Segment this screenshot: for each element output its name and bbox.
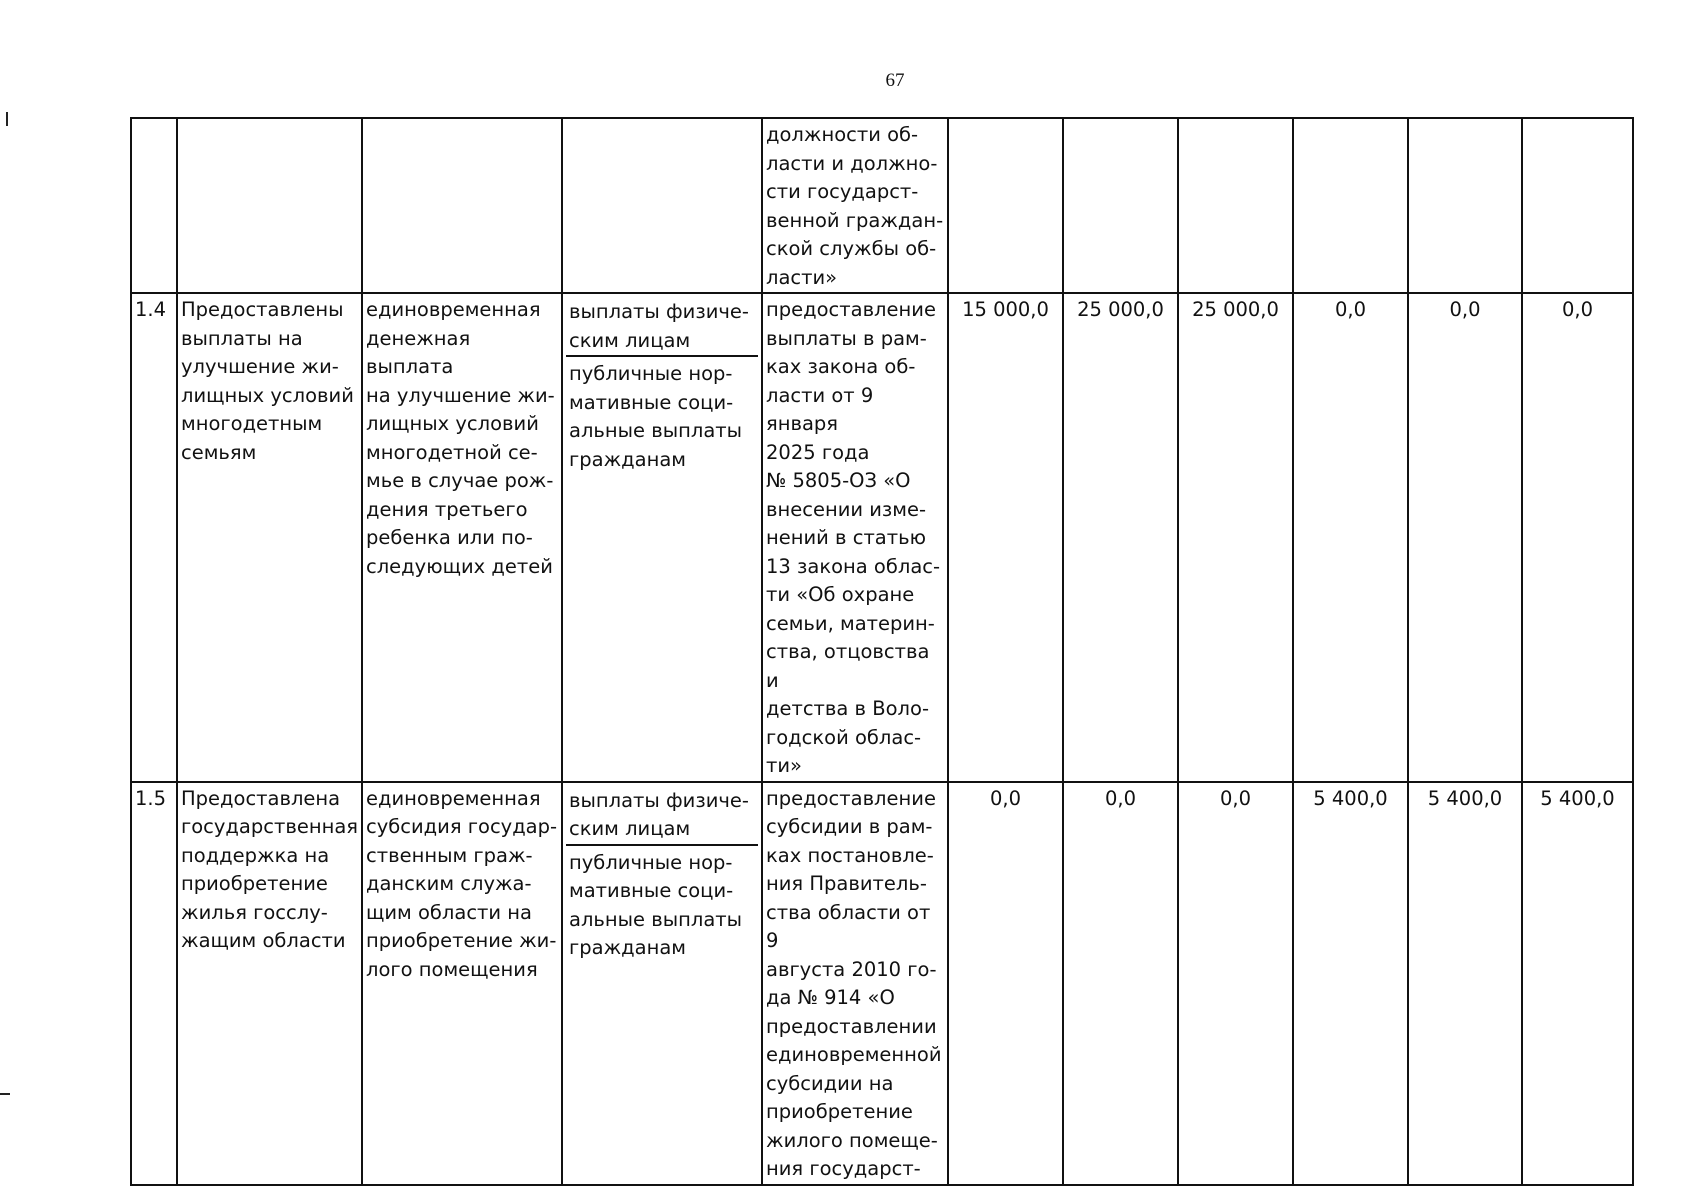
payment-type-cell: [562, 118, 762, 293]
basis-cell: предоставление выплаты в рам- ках закона об- ласти от 9 января 2025 года № 5805-ОЗ «О внесении изме- нений в статью 13 закона облас- ти «Об охране семьи, материн- ства, отцовства и детства в Воло- годской облас- ти»: [762, 293, 948, 782]
payment-type-cell: [562, 293, 762, 782]
payment-subtype: публичные нор- мативные соци- альные выплаты гражданам: [569, 850, 743, 959]
value-cell: 5 400,0: [1522, 782, 1633, 1185]
value-cell: [1063, 118, 1178, 293]
measure-cell: единовременная денежная выплата на улучшение жи- лищных условий многодетной се- мье в случае рож- дения третьего ребенка или по- следующих детей: [362, 293, 562, 782]
value-cell: [1408, 118, 1522, 293]
payment-type-cell: [562, 782, 762, 1185]
value-cell: 25 000,0: [1063, 293, 1178, 782]
task-cell: [177, 118, 362, 293]
value-cell: 0,0: [1063, 782, 1178, 1185]
value-cell: 0,0: [1178, 782, 1293, 1185]
value-cell: 5 400,0: [1408, 782, 1522, 1185]
value-cell: 15 000,0: [948, 293, 1063, 782]
scan-margin-mark: [0, 1093, 10, 1095]
basis-cell: предоставление субсидии в рам- ках постановле- ния Правитель- ства области от 9 августа 2010 го- да № 914 «О предоставлении единовременной субсидии на приобретение жилого помеще- ния государст-: [762, 782, 948, 1185]
value-cell: [1522, 118, 1633, 293]
payment-type: выплаты физиче- ским лицам: [566, 785, 758, 846]
value-cell: 0,0: [1293, 293, 1408, 782]
task-cell: Предоставлены выплаты на улучшение жи- лищных условий многодетным семьям: [177, 293, 362, 782]
value-cell: 25 000,0: [1178, 293, 1293, 782]
basis-cell: должности об- ласти и должно- сти государст- венной граждан- ской службы об- ласти»: [762, 118, 948, 293]
value-cell: [1178, 118, 1293, 293]
scan-margin-mark: [6, 112, 8, 126]
table-row: [131, 782, 1633, 1185]
row-index: 1.5: [131, 782, 177, 1185]
budget-table: [130, 117, 1634, 1186]
row-index: [131, 118, 177, 293]
value-cell: [948, 118, 1063, 293]
value-cell: 0,0: [1408, 293, 1522, 782]
payment-subtype: публичные нор- мативные соци- альные выплаты гражданам: [569, 362, 743, 471]
payment-type: выплаты физиче- ским лицам: [566, 296, 758, 357]
value-cell: [1293, 118, 1408, 293]
measure-cell: единовременная субсидия государ- ственным граж- данским служа- щим области на приобретение жи- лого помещения: [362, 782, 562, 1185]
value-cell: 0,0: [1522, 293, 1633, 782]
measure-cell: [362, 118, 562, 293]
value-cell: 5 400,0: [1293, 782, 1408, 1185]
row-index: 1.4: [131, 293, 177, 782]
task-cell: Предоставлена государственная поддержка на приобретение жилья госслу- жащим области: [177, 782, 362, 1185]
table-row: [131, 118, 1633, 293]
table-row: [131, 293, 1633, 782]
page-number: 67: [885, 70, 905, 91]
value-cell: 0,0: [948, 782, 1063, 1185]
